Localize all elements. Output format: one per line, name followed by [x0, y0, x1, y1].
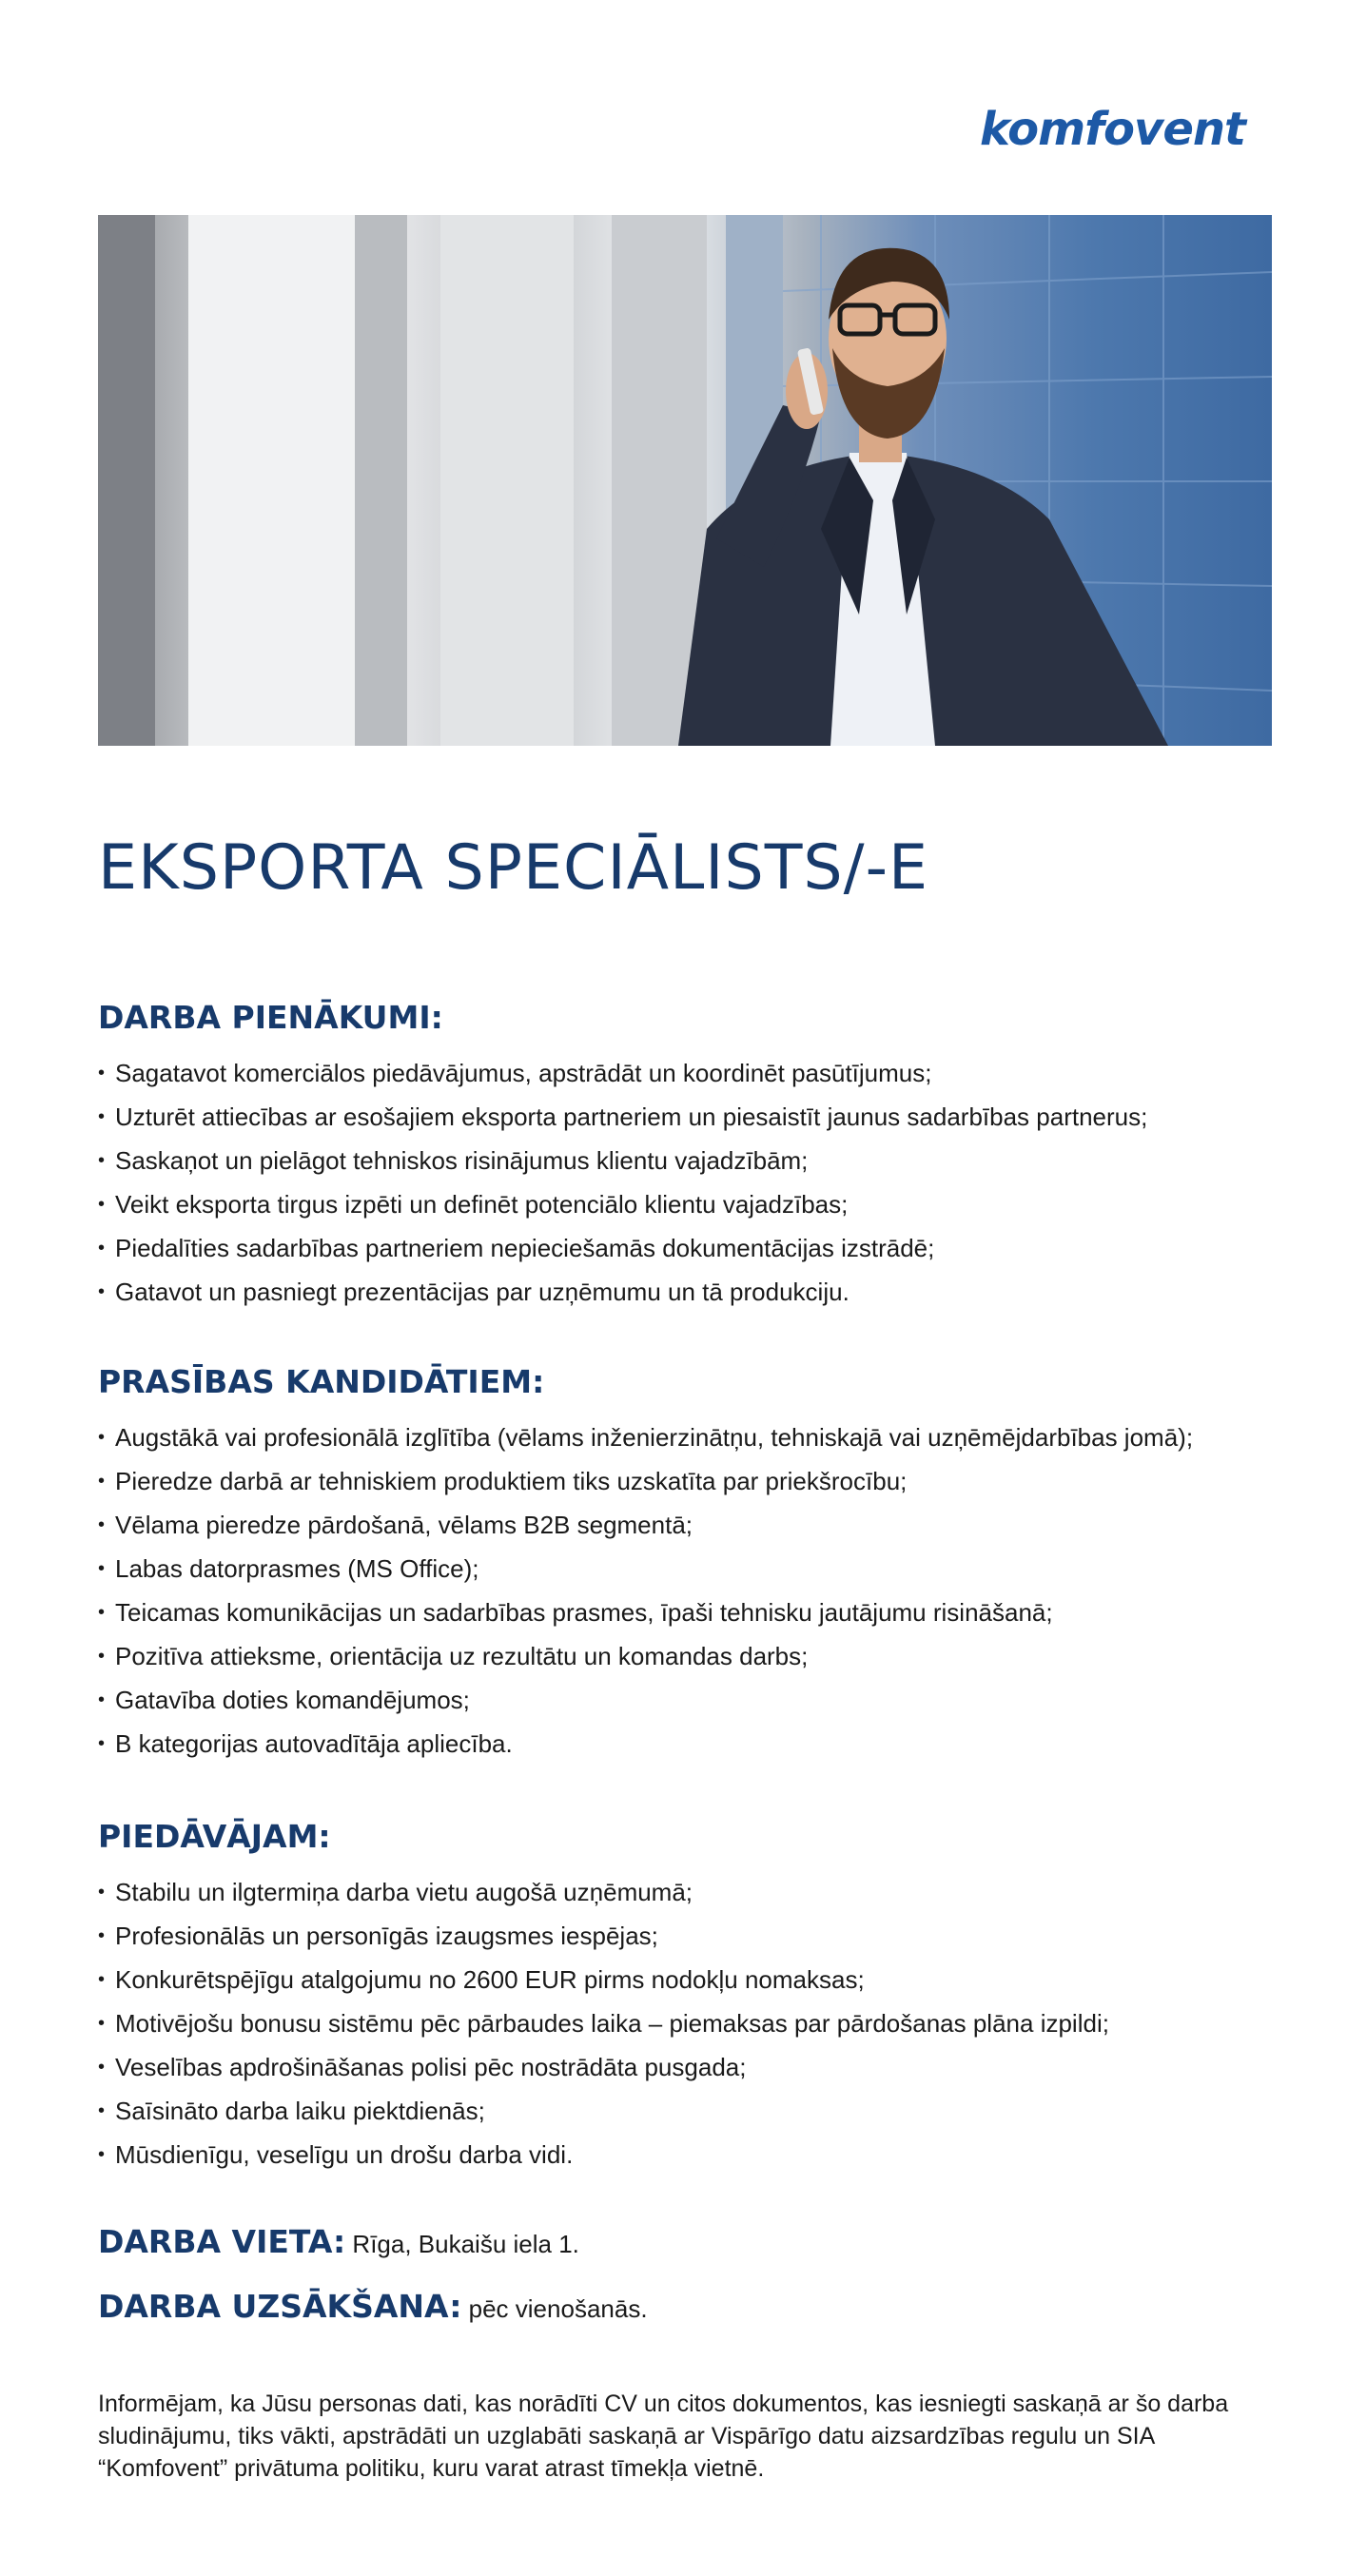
work-location-value: Rīga, Bukaišu iela 1. [352, 2230, 579, 2258]
list-item: • Teicamas komunikācijas un sadarbības prasmes, īpaši tehnisku jautājumu risināšanā; [98, 1590, 1278, 1634]
bullet-icon: • [98, 1558, 106, 1579]
list-item: • Konkurētspējīgu atalgojumu no 2600 EUR pirms nodokļu nomaksas; [98, 1958, 1278, 2001]
bullet-icon: • [98, 2057, 106, 2078]
list-item: • Stabilu un ilgtermiņa darba vietu augošā uzņēmumā; [98, 1870, 1278, 1914]
duties-heading: DARBA PIENĀKUMI: [98, 999, 443, 1036]
bullet-icon: • [98, 1106, 106, 1127]
bullet-icon: • [98, 1925, 106, 1946]
list-item: • Saskaņot un pielāgot tehniskos risinājumus klientu vajadzībām; [98, 1139, 1278, 1182]
list-item: • Veikt eksporta tirgus izpēti un definēt potenciālo klientu vajadzības; [98, 1182, 1278, 1226]
brand-logo: komfovent [979, 103, 1245, 156]
page-title: EKSPORTA SPECIĀLISTS/-E [98, 832, 929, 904]
list-item: • Profesionālās un personīgās izaugsmes iespējas; [98, 1914, 1278, 1958]
list-item: • Pieredze darbā ar tehniskiem produktiem tiks uzskatīta par priekšrocību; [98, 1459, 1278, 1503]
bullet-icon: • [98, 1063, 106, 1083]
list-item: • Motivējošu bonusu sistēmu pēc pārbaudes laika – piemaksas par pārdošanas plāna izpildi; [98, 2001, 1278, 2045]
offers-heading: PIEDĀVĀJAM: [98, 1818, 331, 1855]
requirements-heading: PRASĪBAS KANDIDĀTIEM: [98, 1363, 545, 1400]
requirements-section [98, 1362, 1278, 1766]
privacy-notice: Informējam, ka Jūsu personas dati, kas norādīti CV un citos dokumentos, kas iesniegti saskaņā ar šo darba sludinājumu, tiks vākti, apstrādāti un uzglabāti saskaņā ar Vispārīgo datu aizsardzības regulu un SIA “Komfovent” privātuma politiku, kuru varat atrast tīmekļa vietnē. [98, 2391, 1229, 2482]
list-item: • Vēlama pieredze pārdošanā, vēlams B2B segmentā; [98, 1503, 1278, 1547]
list-item: • Saīsināto darba laiku piektdienās; [98, 2089, 1278, 2133]
requirements-list [98, 1415, 1278, 1766]
list-item: • Uzturēt attiecības ar esošajiem eksporta partneriem un piesaistīt jaunus sadarbības partnerus; [98, 1095, 1278, 1139]
bullet-icon: • [98, 1427, 106, 1448]
bullet-icon: • [98, 2144, 106, 2165]
list-item: • Gatavot un pasniegt prezentācijas par uzņēmumu un tā produkciju. [98, 1270, 1278, 1314]
list-item: • Veselības apdrošināšanas polisi pēc nostrādāta pusgada; [98, 2045, 1278, 2089]
bullet-icon: • [98, 1969, 106, 1990]
bullet-icon: • [98, 1646, 106, 1667]
list-item: • Pozitīva attieksme, orientācija uz rezultātu un komandas darbs; [98, 1634, 1278, 1678]
bullet-icon: • [98, 1689, 106, 1710]
work-location-label: DARBA VIETA: [98, 2223, 346, 2260]
list-item: • Mūsdienīgu, veselīgu un drošu darba vidi. [98, 2133, 1278, 2176]
list-item: • Gatavība doties komandējumos; [98, 1678, 1278, 1722]
work-start-value: pēc vienošanās. [468, 2294, 648, 2323]
list-item: • Piedalīties sadarbības partneriem nepieciešamās dokumentācijas izstrādē; [98, 1226, 1278, 1270]
bullet-icon: • [98, 1733, 106, 1754]
list-item: • B kategorijas autovadītāja apliecība. [98, 1722, 1278, 1766]
list-item: • Sagatavot komerciālos piedāvājumus, apstrādāt un koordinēt pasūtījumus; [98, 1051, 1278, 1095]
duties-list [98, 1051, 1278, 1314]
list-item: • Labas datorprasmes (MS Office); [98, 1547, 1278, 1590]
bullet-icon: • [98, 1471, 106, 1492]
bullet-icon: • [98, 1238, 106, 1259]
bullet-icon: • [98, 1514, 106, 1535]
work-start-label: DARBA UZSĀKŠANA: [98, 2288, 462, 2325]
work-location [98, 2221, 579, 2265]
bullet-icon: • [98, 1150, 106, 1171]
bullet-icon: • [98, 1281, 106, 1302]
businessman-phone-icon [98, 215, 1272, 746]
bullet-icon: • [98, 1882, 106, 1903]
offers-list [98, 1870, 1278, 2176]
bullet-icon: • [98, 1602, 106, 1623]
offers-section [98, 1817, 1278, 2176]
work-start [98, 2286, 648, 2330]
duties-section [98, 998, 1278, 1314]
bullet-icon: • [98, 2013, 106, 2034]
bullet-icon: • [98, 2100, 106, 2121]
list-item: • Augstākā vai profesionālā izglītība (vēlams inženierzinātņu, tehniskajā vai uzņēmējdarbības jomā); [98, 1415, 1278, 1459]
hero-image [98, 215, 1272, 746]
bullet-icon: • [98, 1194, 106, 1215]
